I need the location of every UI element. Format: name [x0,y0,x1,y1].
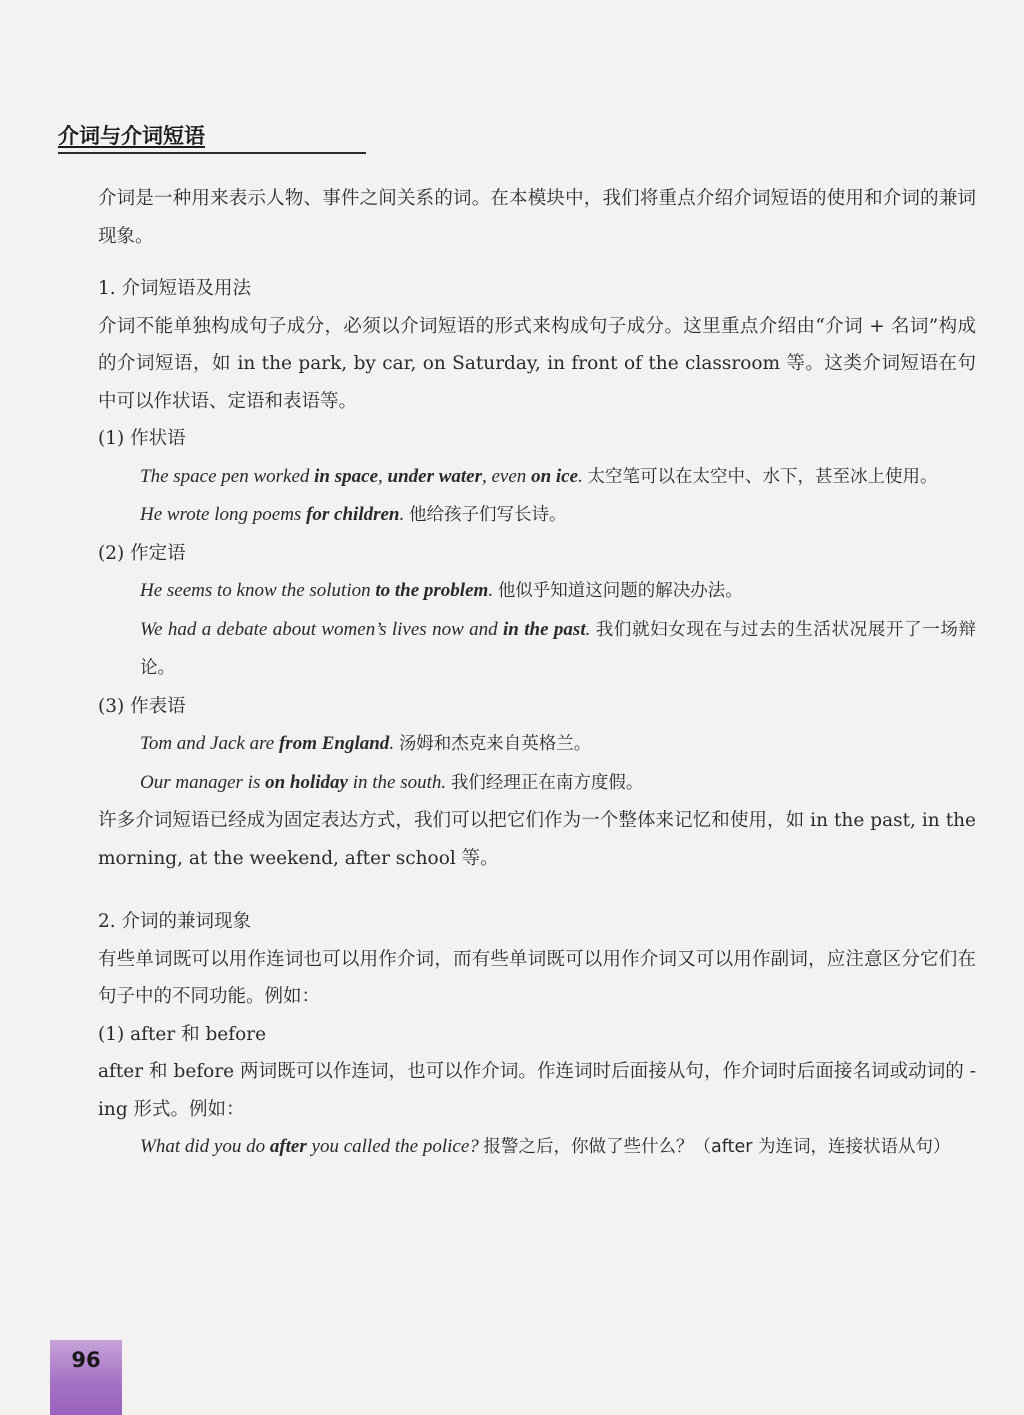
example-sentence: He seems to know the solution to the problem. 他似乎知道这问题的解决办法。 [140,580,743,601]
main-content [98,180,976,1167]
section-title-bar [58,120,366,154]
example-sentence: The space pen worked in space, under water, even on ice. 太空笔可以在太空中、水下，甚至冰上使用。 [140,465,938,487]
example-sentence: He wrote long poems for children. 他给孩子们写长诗。 [140,504,567,525]
section2-sub1-label: (1) after 和 before [98,1023,267,1045]
example-sentence: What did you do after you called the police? 报警之后，你做了些什么？（after 为连词，连接状语从句） [140,1136,951,1157]
section1-heading: 1. 介词短语及用法 [98,278,252,299]
section1-paragraph: 介词不能单独构成句子成分，必须以介词短语的形式来构成句子成分。这里重点介绍由“介词 + 名词”构成的介词短语，如 in the park, by car, on Saturday, in front of the classroom 等。这类介词短语在句中可以作状语、定语和表语等。 [98,315,976,412]
example-sentence: Tom and Jack are from England. 汤姆和杰克来自英格兰。 [140,733,592,754]
sub2-label: (2) 作定语 [98,542,186,564]
sub1-label: (1) 作状语 [98,428,186,449]
page-number: 96 [71,1348,101,1372]
section2-paragraph: 有些单词既可以用作连词也可以用作介词，而有些单词既可以用作介词又可以用作副词，应注意区分它们在句子中的不同功能。例如： [98,948,976,1007]
section2-sub1-paragraph: after 和 before 两词既可以作连词，也可以作介词。作连词时后面接从句，作介词时后面接名词或动词的 -ing 形式。例如： [98,1061,976,1120]
page-title: 介词与介词短语 [58,124,205,148]
sub3-label: (3) 作表语 [98,695,186,717]
section1-closing-paragraph: 许多介词短语已经成为固定表达方式，我们可以把它们作为一个整体来记忆和使用，如 in the past, in the morning, at the weekend, after school 等。 [98,810,976,869]
intro-paragraph: 介词是一种用来表示人物、事件之间关系的词。在本模块中，我们将重点介绍介词短语的使用和介词的兼词现象。 [98,188,976,247]
example-sentence: We had a debate about women’s lives now and in the past. 我们就妇女现在与过去的生活状况展开了一场辩论。 [140,618,977,678]
page-number-tab [50,1340,122,1415]
section2-heading: 2. 介词的兼词现象 [98,911,252,932]
example-sentence: Our manager is on holiday in the south. 我们经理正在南方度假。 [140,771,644,793]
